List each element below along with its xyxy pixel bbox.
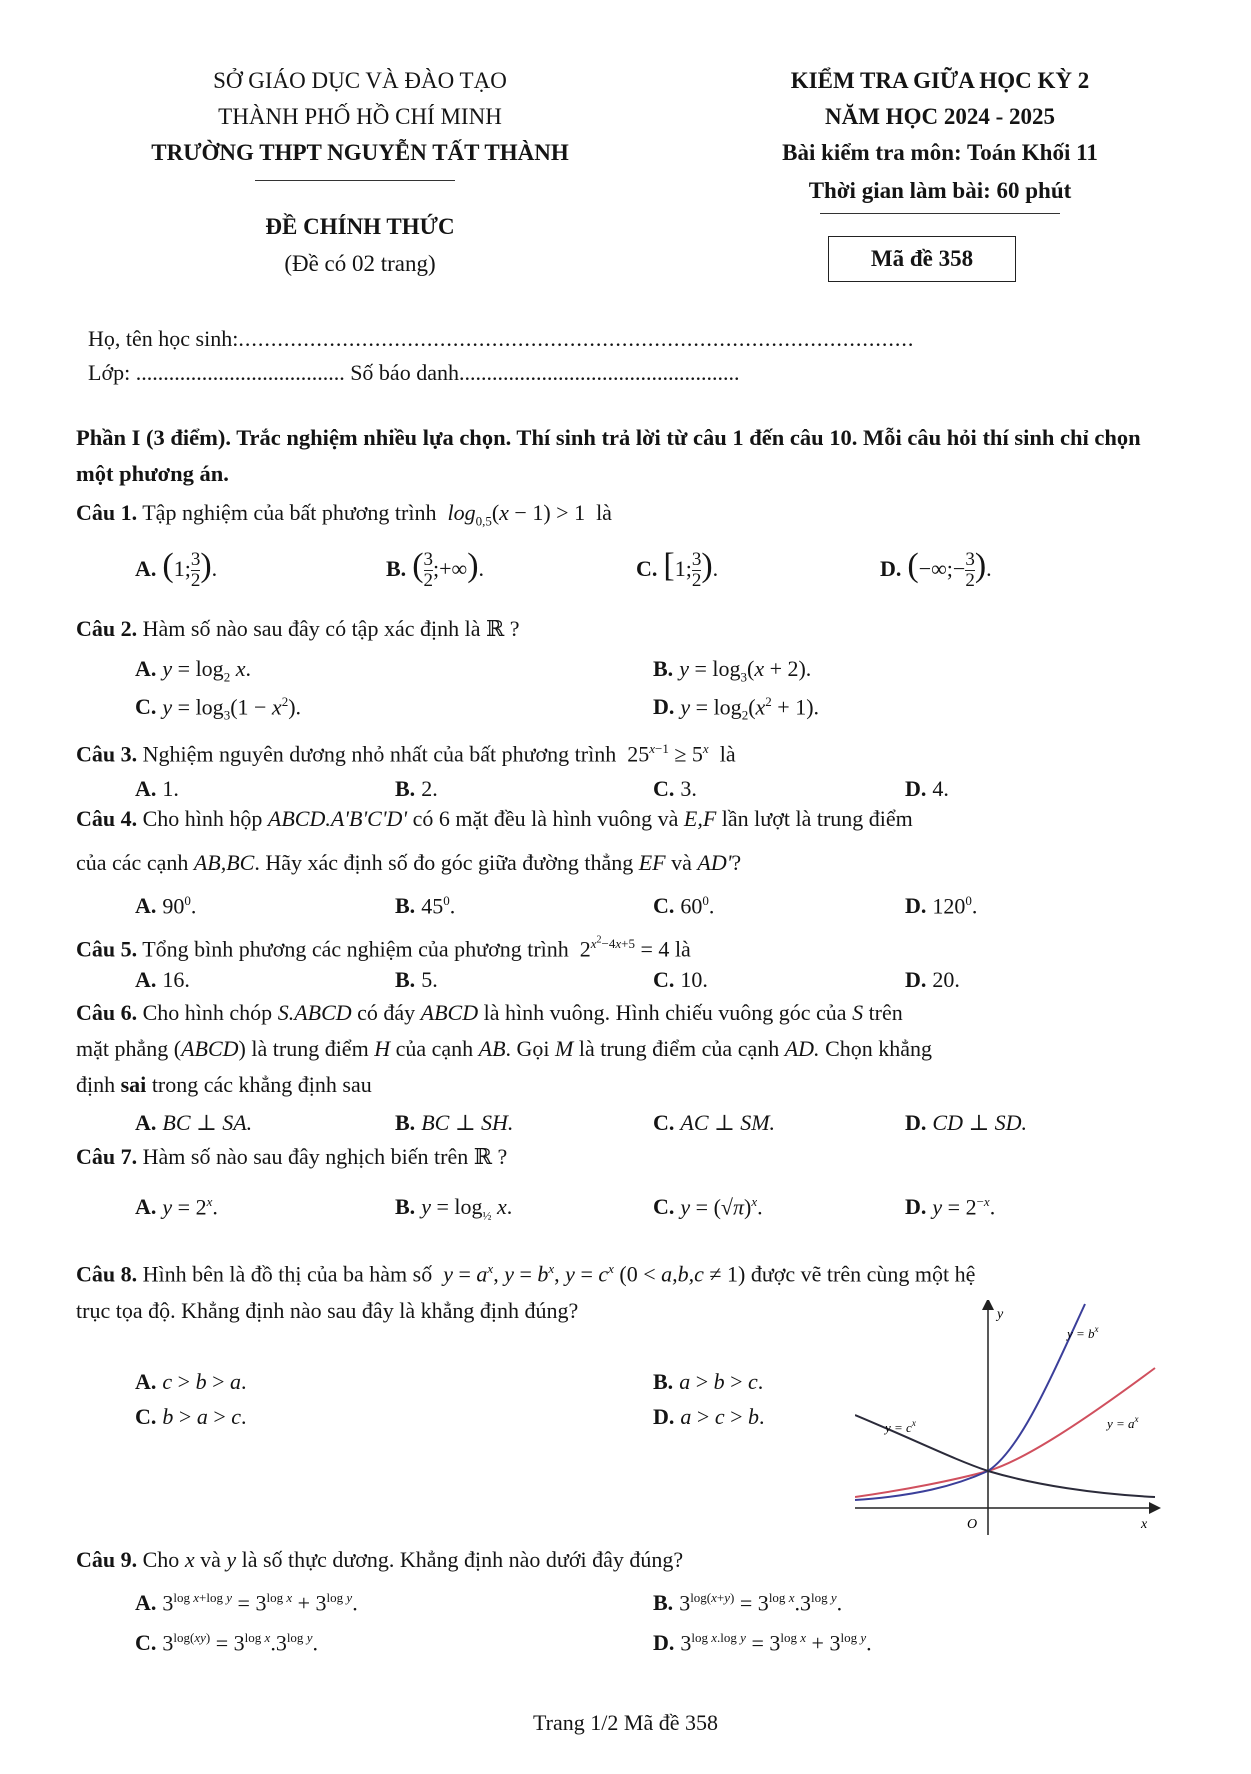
q6-l1b: có đáy bbox=[357, 1000, 416, 1025]
q6-l2b: là trung điểm bbox=[251, 1036, 369, 1061]
q6-option-c[interactable]: C. AC ⊥ SM. bbox=[653, 1110, 776, 1135]
q9-pre: Cho bbox=[142, 1547, 180, 1572]
q8-l1a: Hình bên là đồ thị của ba hàm số bbox=[142, 1261, 433, 1287]
q6-l3a: định bbox=[76, 1072, 116, 1097]
q4-text1: Cho hình hộp bbox=[142, 806, 263, 831]
q7-option-c[interactable]: C. $y = (√\pi)^x$. bbox=[653, 1194, 763, 1220]
city-name: THÀNH PHỐ HỒ CHÍ MINH bbox=[218, 104, 502, 129]
q9-post: là số thực dương. bbox=[241, 1547, 395, 1572]
y-axis-label: y bbox=[997, 1307, 1004, 1322]
q2-label: Câu 2. bbox=[76, 616, 138, 641]
question-4-line2: của các cạnh AB,BC. Hãy xác định số đo góc giữa đường thẳng EF và AD'? bbox=[76, 850, 742, 875]
curve-b bbox=[855, 1304, 1085, 1500]
divider-left bbox=[255, 180, 455, 181]
school-year: NĂM HỌC 2024 - 2025 bbox=[825, 104, 1055, 129]
q6-l2e: là trung điểm của cạnh bbox=[578, 1036, 780, 1061]
q2-option-c[interactable]: C. $y = \log_3(1 - x^2)$. bbox=[135, 694, 302, 723]
q4-option-a[interactable]: A. $90^0$. bbox=[135, 893, 197, 919]
q3-option-d[interactable]: D. 4. bbox=[905, 776, 949, 801]
q5-option-d[interactable]: D. 20. bbox=[905, 967, 960, 992]
q2-option-b[interactable]: B. $y = \log_3(x + 2)$. bbox=[653, 656, 812, 685]
q4-text3: lần lượt là trung điểm bbox=[721, 806, 913, 831]
exam-title: KIỂM TRA GIỮA HỌC KỲ 2 bbox=[790, 68, 1090, 93]
question-2 bbox=[76, 616, 520, 642]
q8-label: Câu 8. bbox=[76, 1261, 138, 1287]
exam-code-box: Mã đề 358 bbox=[828, 236, 1016, 282]
student-name-label: Họ, tên học sinh: bbox=[88, 326, 239, 351]
q8-option-a[interactable]: A. c > b > a. bbox=[135, 1369, 247, 1394]
subject: Bài kiểm tra môn: Toán Khối 11 bbox=[782, 140, 1098, 165]
q7-option-b[interactable]: B. $y = \log_{\frac{1}{2}} x$. bbox=[395, 1194, 513, 1223]
q6-l2c: của cạnh bbox=[395, 1036, 474, 1061]
page-footer: Trang 1/2 Mã đề 358 bbox=[533, 1710, 718, 1735]
q3-text: Nghiệm nguyên dương nhỏ nhất của bất phương trình bbox=[142, 741, 617, 767]
q6-l1d: trên bbox=[868, 1000, 903, 1025]
q3-label: Câu 3. bbox=[76, 741, 138, 767]
q6-l1a: Cho hình chóp bbox=[142, 1000, 273, 1025]
q2-text: Hàm số nào sau đây có tập xác định là ℝ ? bbox=[142, 616, 520, 641]
q9-text: Khẳng định nào dưới đây đúng? bbox=[399, 1547, 684, 1572]
q8-option-d[interactable]: D. a > c > b. bbox=[653, 1404, 765, 1429]
question-8-line1: Câu 8. Hình bên là đồ thị của ba hàm số $y = a^x$, $y = b^x$, $y = c^x$ (0 < a,b,c ≠ 1) được vẽ trên cùng một hệ bbox=[76, 1261, 976, 1287]
q6-label: Câu 6. bbox=[76, 1000, 138, 1025]
question-6-line1: Câu 6. Cho hình chóp S.ABCD có đáy ABCD là hình vuông. Hình chiếu vuông góc của S trên bbox=[76, 1000, 903, 1025]
label-a: $y = a^x$ bbox=[1107, 1414, 1139, 1431]
label-b: $y = b^x$ bbox=[1067, 1324, 1099, 1341]
question-6-line2: mặt phẳng (ABCD) là trung điểm H của cạnh AB. Gọi M là trung điểm của cạnh AD. Chọn khẳng bbox=[76, 1036, 933, 1061]
exponential-graph bbox=[855, 1300, 1165, 1540]
pages-note: (Đề có 02 trang) bbox=[284, 251, 436, 276]
class-label: Lớp: bbox=[88, 360, 131, 385]
origin-label: O bbox=[967, 1517, 978, 1532]
q5-a-text: 16. bbox=[162, 967, 190, 992]
q6-l2a: mặt phẳng bbox=[76, 1036, 169, 1061]
q3-b-text: 2. bbox=[421, 776, 438, 801]
q8-option-b[interactable]: B. a > b > c. bbox=[653, 1369, 764, 1394]
q4-option-c[interactable]: C. $60^0$. bbox=[653, 893, 715, 919]
question-1: Câu 1. Tập nghiệm của bất phương trình $\log_{0,5}(x - 1) > 1$ là bbox=[76, 500, 612, 529]
q3-tail: là bbox=[719, 741, 736, 767]
q4-option-b[interactable]: B. $45^0$. bbox=[395, 893, 456, 919]
q4-line2b: . Hãy xác định số đo góc giữa đường thẳng bbox=[254, 850, 634, 875]
q5-c-text: 10. bbox=[680, 967, 708, 992]
question-3: Câu 3. Nghiệm nguyên dương nhỏ nhất của bất phương trình $25^{x-1} \ge 5^x$ là bbox=[76, 741, 736, 767]
question-7 bbox=[76, 1144, 507, 1170]
q4-line2c: và bbox=[671, 850, 692, 875]
q8-l1b: được vẽ trên cùng một hệ bbox=[750, 1261, 976, 1287]
q3-d-text: 4. bbox=[932, 776, 949, 801]
q8-option-c[interactable]: C. b > a > c. bbox=[135, 1404, 247, 1429]
class-line: Lớp: ...................................... Số báo danh................................................... bbox=[88, 360, 740, 385]
q6-l3b: sai bbox=[120, 1072, 147, 1097]
q6-l3c: trong các khẳng định sau bbox=[151, 1072, 372, 1097]
official-label: ĐỀ CHÍNH THỨC bbox=[265, 214, 455, 239]
q3-option-a[interactable]: A. 1. bbox=[135, 776, 179, 801]
q4-label: Câu 4. bbox=[76, 806, 138, 831]
q2-option-d[interactable]: D. $y = \log_2(x^2 + 1)$. bbox=[653, 694, 820, 723]
q3-a-text: 1. bbox=[162, 776, 179, 801]
q5-label: Câu 5. bbox=[76, 936, 138, 962]
q7-option-a[interactable]: A. $y = 2^x$. bbox=[135, 1194, 218, 1220]
student-name-line: Họ, tên học sinh:........................................................................................................ bbox=[88, 326, 915, 351]
q3-option-b[interactable]: B. 2. bbox=[395, 776, 438, 801]
q5-option-c[interactable]: C. 10. bbox=[653, 967, 708, 992]
q9-label: Câu 9. bbox=[76, 1547, 138, 1572]
school-name: TRƯỜNG THPT NGUYỄN TẤT THÀNH bbox=[151, 140, 569, 165]
q4-line2a: của các cạnh bbox=[76, 850, 189, 875]
q2-option-a[interactable]: A. $y = \log_2 x$. bbox=[135, 656, 251, 685]
q6-option-b[interactable]: B. BC ⊥ SH. bbox=[395, 1110, 514, 1135]
q7-label: Câu 7. bbox=[76, 1144, 138, 1169]
label-c: $y = c^x$ bbox=[885, 1418, 916, 1435]
q1-option-a[interactable]: A. (1; 3 2). bbox=[135, 547, 218, 592]
q6-option-d[interactable]: D. CD ⊥ SD. bbox=[905, 1110, 1028, 1135]
question-5: Câu 5. Tổng bình phương các nghiệm của phương trình $2^{x^2-4x+5} = 4$ là bbox=[76, 935, 691, 962]
q6-l2f: Chọn khẳng bbox=[825, 1036, 933, 1061]
q5-option-a[interactable]: A. 16. bbox=[135, 967, 190, 992]
q1-option-b[interactable]: B. ( 3 2;+∞). bbox=[386, 547, 485, 592]
q6-option-a[interactable]: A. BC ⊥ SA. bbox=[135, 1110, 253, 1135]
section-title: Phần I (3 điểm). Trắc nghiệm nhiều lựa chọn. Thí sinh trả lời từ câu 1 đến câu 10. Mỗi câu hỏi thí sinh chỉ chọn một phương án. bbox=[76, 425, 1141, 486]
q5-tail: là bbox=[674, 936, 691, 962]
question-8-line2 bbox=[76, 1298, 578, 1324]
question-4-line1: Câu 4. Cho hình hộp ABCD.A'B'C'D' có 6 mặt đều là hình vuông và E,F lần lượt là trung điểm bbox=[76, 806, 913, 831]
q9-mid: và bbox=[200, 1547, 221, 1572]
question-9: Câu 9. Cho x và y là số thực dương. Khẳng định nào dưới đây đúng? bbox=[76, 1547, 684, 1572]
q3-option-c[interactable]: C. 3. bbox=[653, 776, 697, 801]
q6-l1c: là hình vuông. Hình chiếu vuông góc của bbox=[483, 1000, 847, 1025]
q5-d-text: 20. bbox=[932, 967, 960, 992]
q3-c-text: 3. bbox=[680, 776, 697, 801]
q9-option-d[interactable]: D. $3^{log x.log y} = 3^{log x} + 3^{log y}$. bbox=[653, 1630, 872, 1656]
sbd-label: Số báo danh bbox=[350, 360, 459, 385]
q1-option-d[interactable]: D. (−∞;− 3 2). bbox=[880, 547, 992, 592]
q1-tail: là bbox=[596, 500, 612, 525]
q6-l2d: . Gọi bbox=[505, 1036, 550, 1061]
q9-option-b[interactable]: B. $3^{log(x+y)} = 3^{log x}.3^{log y}$. bbox=[653, 1590, 843, 1616]
duration: Thời gian làm bài: 60 phút bbox=[808, 178, 1072, 203]
q5-option-b[interactable]: B. 5. bbox=[395, 967, 438, 992]
q1-option-c[interactable]: C. [1; 3 2). bbox=[636, 547, 719, 592]
q1-text: Tập nghiệm của bất phương trình bbox=[142, 500, 437, 525]
q7-text: Hàm số nào sau đây nghịch biến trên ℝ ? bbox=[142, 1144, 508, 1169]
q9-option-a[interactable]: A. $3^{log x+log y} = 3^{log x} + 3^{log y}$. bbox=[135, 1590, 358, 1616]
question-6-line3 bbox=[76, 1072, 372, 1098]
dept-name: SỞ GIÁO DỤC VÀ ĐÀO TẠO bbox=[213, 68, 507, 93]
q8-l2: trục tọa độ. Khẳng định nào sau đây là khẳng định đúng? bbox=[76, 1298, 579, 1323]
q4-text2: có 6 mặt đều là hình vuông và bbox=[412, 806, 679, 831]
q4-option-d[interactable]: D. $120^0$. bbox=[905, 893, 978, 919]
q7-option-d[interactable]: D. $y = 2^{-x}$. bbox=[905, 1194, 996, 1220]
q1-label: Câu 1. bbox=[76, 500, 138, 525]
x-axis-label: x bbox=[1141, 1517, 1148, 1532]
divider-right bbox=[820, 213, 1060, 214]
q5-b-text: 5. bbox=[421, 967, 438, 992]
q5-text: Tổng bình phương các nghiệm của phương trình bbox=[142, 936, 569, 962]
q9-option-c[interactable]: C. $3^{log(xy)} = 3^{log x}.3^{log y}$. bbox=[135, 1630, 318, 1656]
